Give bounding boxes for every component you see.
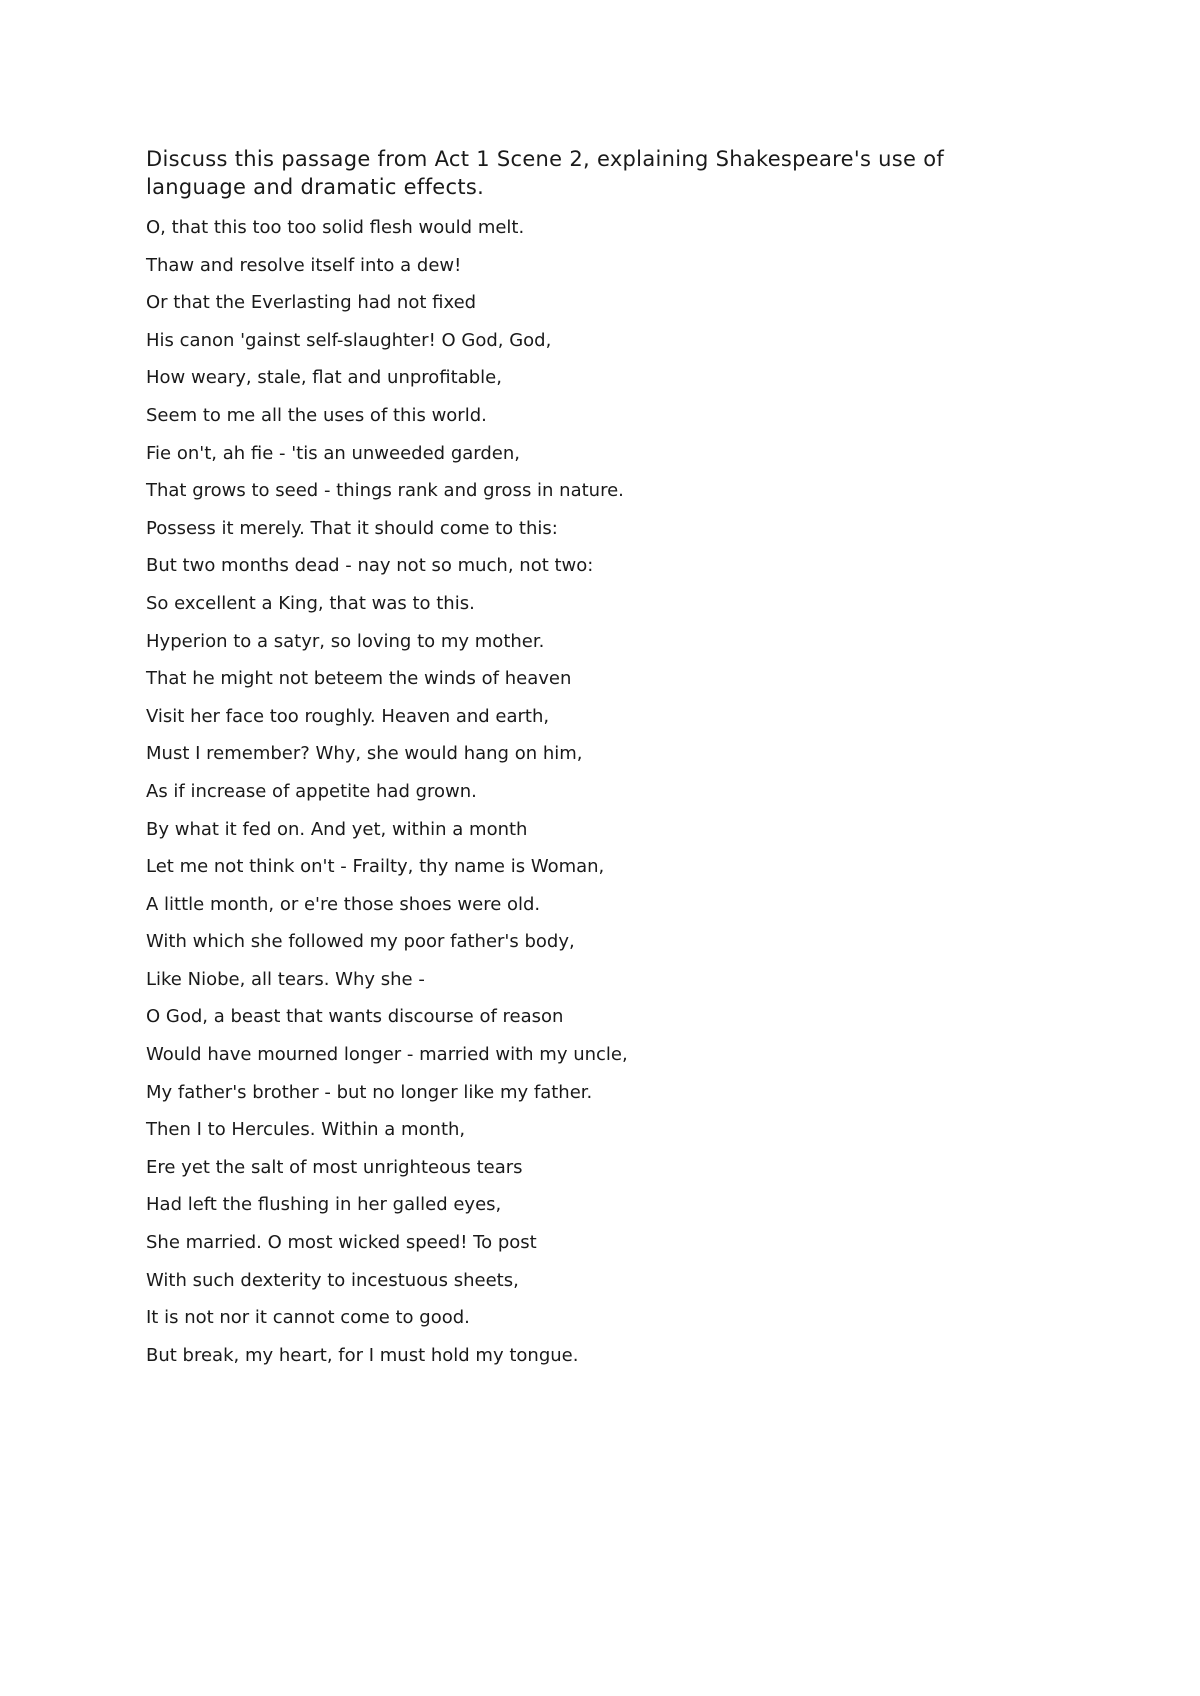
poem-line: Visit her face too roughly. Heaven and earth,: [146, 705, 550, 727]
poem-line: Fie on't, ah fie - 'tis an unweeded garden,: [146, 442, 520, 464]
title-line-2: language and dramatic effects.: [146, 175, 485, 199]
poem-line: With which she followed my poor father's body,: [146, 931, 575, 953]
poem-line: How weary, stale, flat and unprofitable,: [146, 367, 502, 389]
poem-line: So excellent a King, that was to this.: [146, 592, 475, 614]
poem-line: Like Niobe, all tears. Why she -: [146, 968, 425, 990]
poem-line: Seem to me all the uses of this world.: [146, 404, 487, 426]
document-body: [146, 145, 1026, 1374]
poem-line: O God, a beast that wants discourse of reason: [146, 1006, 564, 1028]
poem-line: Thaw and resolve itself into a dew!: [146, 254, 462, 276]
poem-line: A little month, or e're those shoes were old.: [146, 893, 541, 915]
poem-line: But two months dead - nay not so much, not two:: [146, 555, 594, 577]
poem-passage: [146, 209, 1026, 1374]
poem-line: Hyperion to a satyr, so loving to my mother.: [146, 630, 545, 652]
poem-line: Possess it merely. That it should come to this:: [146, 517, 558, 539]
poem-line: She married. O most wicked speed! To post: [146, 1232, 537, 1254]
poem-line: By what it fed on. And yet, within a month: [146, 818, 528, 840]
poem-line: Or that the Everlasting had not fixed: [146, 292, 477, 314]
title-line-1: Discuss this passage from Act 1 Scene 2, explaining Shakespeare's use of: [146, 147, 945, 171]
poem-line: That grows to seed - things rank and gross in nature.: [146, 480, 624, 502]
poem-line: Must I remember? Why, she would hang on him,: [146, 743, 583, 765]
poem-line: With such dexterity to incestuous sheets,: [146, 1269, 519, 1291]
poem-line: Had left the flushing in her galled eyes,: [146, 1194, 502, 1216]
poem-line: My father's brother - but no longer like my father.: [146, 1081, 593, 1103]
poem-line: Ere yet the salt of most unrighteous tears: [146, 1156, 523, 1178]
poem-line: But break, my heart, for I must hold my tongue.: [146, 1344, 579, 1366]
poem-line: Then I to Hercules. Within a month,: [146, 1119, 466, 1141]
page-title: [146, 145, 1026, 201]
poem-line: O, that this too too solid flesh would melt.: [146, 217, 525, 238]
poem-line: His canon 'gainst self-slaughter! O God, God,: [146, 329, 552, 351]
poem-line: That he might not beteem the winds of heaven: [146, 668, 572, 690]
poem-line: Would have mourned longer - married with my uncle,: [146, 1044, 628, 1066]
poem-line: Let me not think on't - Frailty, thy name is Woman,: [146, 856, 605, 878]
poem-line: As if increase of appetite had grown.: [146, 780, 477, 802]
poem-line: It is not nor it cannot come to good.: [146, 1307, 470, 1329]
